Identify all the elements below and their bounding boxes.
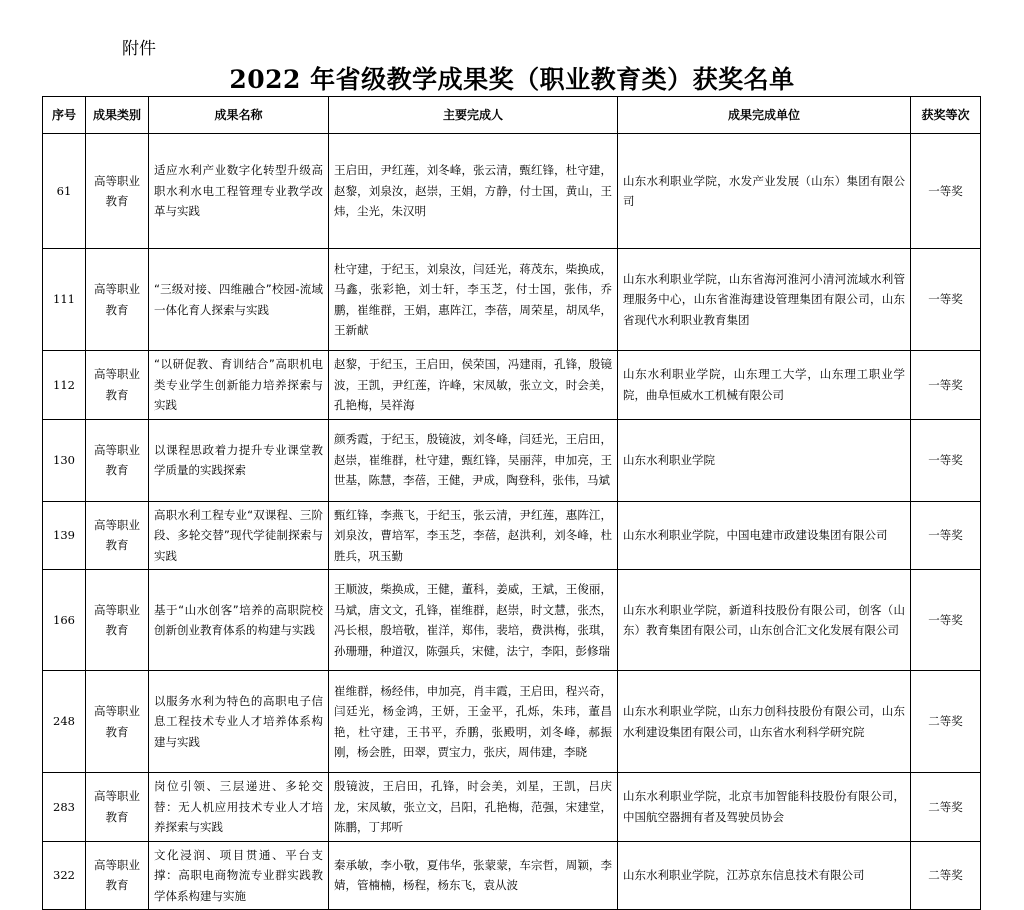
header-no: 序号 xyxy=(43,97,86,134)
header-level: 获奖等次 xyxy=(911,97,981,134)
table-row xyxy=(43,671,981,773)
cell-units: 山东水利职业学院，山东理工大学，山东理工职业学院，曲阜恒威水工机械有限公司 xyxy=(618,351,911,420)
cell-no: 139 xyxy=(43,501,86,570)
cell-people: 颜秀霞，于纪玉，殷镜波，刘冬峰，闫廷光，王启田，赵崇，崔维群，杜守建，甄红锋，吴丽萍，申加亮，王世基，陈慧，李蓓，王健，尹成，陶登科，张伟，马斌 xyxy=(329,419,618,501)
table-header-row xyxy=(43,97,981,134)
table-row xyxy=(43,249,981,351)
cell-name: 以服务水利为特色的高职电子信息工程技术专业人才培养体系构建与实践 xyxy=(149,671,329,773)
cell-name: 适应水利产业数字化转型升级高职水利水电工程管理专业教学改革与实践 xyxy=(149,134,329,249)
cell-name: 岗位引领、三层递进、多轮交替：无人机应用技术专业人才培养探索与实践 xyxy=(149,773,329,842)
cell-people: 王启田，尹红莲，刘冬峰，张云清，甄红锋，杜守建，赵黎，刘泉汝，赵崇，王娟，方静，付士国，黄山，王炜，尘光，朱汉明 xyxy=(329,134,618,249)
table-row xyxy=(43,351,981,420)
cell-category: 高等职业教育 xyxy=(86,570,149,671)
table-row xyxy=(43,773,981,842)
cell-no: 283 xyxy=(43,773,86,842)
table-row xyxy=(43,841,981,910)
cell-no: 130 xyxy=(43,419,86,501)
cell-level: 一等奖 xyxy=(911,570,981,671)
cell-people: 殷镜波，王启田，孔锋，时会美，刘星，王凯，吕庆龙，宋凤敏，张立文，吕阳，孔艳梅，范强，宋建堂，陈鹏，丁邦听 xyxy=(329,773,618,842)
cell-units: 山东水利职业学院，新道科技股份有限公司，创客（山东）教育集团有限公司，山东创合汇文化发展有限公司 xyxy=(618,570,911,671)
cell-units: 山东水利职业学院，中国电建市政建设集团有限公司 xyxy=(618,501,911,570)
header-name: 成果名称 xyxy=(149,97,329,134)
cell-category: 高等职业教育 xyxy=(86,134,149,249)
table-row xyxy=(43,134,981,249)
cell-level: 二等奖 xyxy=(911,841,981,910)
cell-name: “以研促教、育训结合”高职机电类专业学生创新能力培养探索与实践 xyxy=(149,351,329,420)
table-row xyxy=(43,501,981,570)
cell-name: 高职水利工程专业“双课程、三阶段、多轮交替”现代学徒制探索与实践 xyxy=(149,501,329,570)
header-units: 成果完成单位 xyxy=(618,97,911,134)
cell-no: 112 xyxy=(43,351,86,420)
cell-category: 高等职业教育 xyxy=(86,671,149,773)
header-people: 主要完成人 xyxy=(329,97,618,134)
cell-level: 一等奖 xyxy=(911,419,981,501)
cell-units: 山东水利职业学院 xyxy=(618,419,911,501)
cell-no: 111 xyxy=(43,249,86,351)
cell-units: 山东水利职业学院，山东省海河淮河小清河流域水利管理服务中心，山东省淮海建设管理集团有限公司，山东省现代水利职业教育集团 xyxy=(618,249,911,351)
cell-units: 山东水利职业学院，江苏京东信息技术有限公司 xyxy=(618,841,911,910)
cell-people: 王顺波，柴换成，王健，董科，姜威，王斌，王俊丽，马斌，唐文文，孔锋，崔维群，赵崇，时文慧，张杰，冯长根，殷培敬，崔洋，郑伟，裴培，费洪梅，张琪，孙珊珊，种道汉，陈强兵，宋健，法宁，李阳，彭修瑞 xyxy=(329,570,618,671)
awards-table xyxy=(42,96,981,910)
table-row xyxy=(43,419,981,501)
cell-name: “三级对接、四维融合”校园-流域一体化育人探索与实践 xyxy=(149,249,329,351)
cell-level: 一等奖 xyxy=(911,134,981,249)
cell-level: 一等奖 xyxy=(911,351,981,420)
cell-no: 322 xyxy=(43,841,86,910)
cell-category: 高等职业教育 xyxy=(86,841,149,910)
cell-no: 166 xyxy=(43,570,86,671)
cell-level: 二等奖 xyxy=(911,773,981,842)
cell-no: 61 xyxy=(43,134,86,249)
cell-people: 崔维群，杨经伟，申加亮，肖丰霞，王启田，程兴奇，闫廷光，杨金鸿，王妍，王金平，孔烁，朱玮，董昌艳，杜守建，王书平，乔鹏，张殿明，刘冬峰，郝振刚，杨会胜，田翠，贾宝力，张庆，周伟建，李晓 xyxy=(329,671,618,773)
cell-category: 高等职业教育 xyxy=(86,773,149,842)
cell-level: 二等奖 xyxy=(911,671,981,773)
cell-category: 高等职业教育 xyxy=(86,501,149,570)
cell-people: 赵黎，于纪玉，王启田，侯荣国，冯建雨，孔锋，殷镜波，王凯，尹红莲，许峰，宋凤敏，张立文，时会美，孔艳梅，吴祥海 xyxy=(329,351,618,420)
header-category: 成果类别 xyxy=(86,97,149,134)
cell-people: 杜守建，于纪玉，刘泉汝，闫廷光，蒋茂东，柴换成，马鑫，张彩艳，刘士轩，李玉芝，付士国，张伟，乔鹏，崔维群，王娟，惠阵江，李蓓，周荣星，胡凤华，王新献 xyxy=(329,249,618,351)
cell-units: 山东水利职业学院，山东力创科技股份有限公司，山东水利建设集团有限公司，山东省水利科学研究院 xyxy=(618,671,911,773)
cell-units: 山东水利职业学院，水发产业发展（山东）集团有限公司 xyxy=(618,134,911,249)
table-row xyxy=(43,570,981,671)
cell-people: 甄红锋，李燕飞，于纪玉，张云清，尹红莲，惠阵江，刘泉汝，曹培军，李玉芝，李蓓，赵洪利，刘冬峰，杜胜兵，巩玉勤 xyxy=(329,501,618,570)
cell-category: 高等职业教育 xyxy=(86,249,149,351)
cell-name: 以课程思政着力提升专业课堂教学质量的实践探索 xyxy=(149,419,329,501)
document-title: 2022 年省级教学成果奖（职业教育类）获奖名单 xyxy=(229,65,795,94)
cell-units: 山东水利职业学院，北京韦加智能科技股份有限公司，中国航空器拥有者及驾驶员协会 xyxy=(618,773,911,842)
cell-category: 高等职业教育 xyxy=(86,351,149,420)
cell-name: 基于“山水创客”培养的高职院校创新创业教育体系的构建与实践 xyxy=(149,570,329,671)
cell-no: 248 xyxy=(43,671,86,773)
cell-people: 秦承敏，李小敬，夏伟华，张蒙蒙，车宗哲，周颖，李婧，管楠楠，杨程，杨东飞，袁从波 xyxy=(329,841,618,910)
cell-level: 一等奖 xyxy=(911,501,981,570)
attachment-label: 附件 xyxy=(122,39,156,59)
cell-level: 一等奖 xyxy=(911,249,981,351)
cell-name: 文化浸润、项目贯通、平台支撑：高职电商物流专业群实践教学体系构建与实施 xyxy=(149,841,329,910)
cell-category: 高等职业教育 xyxy=(86,419,149,501)
